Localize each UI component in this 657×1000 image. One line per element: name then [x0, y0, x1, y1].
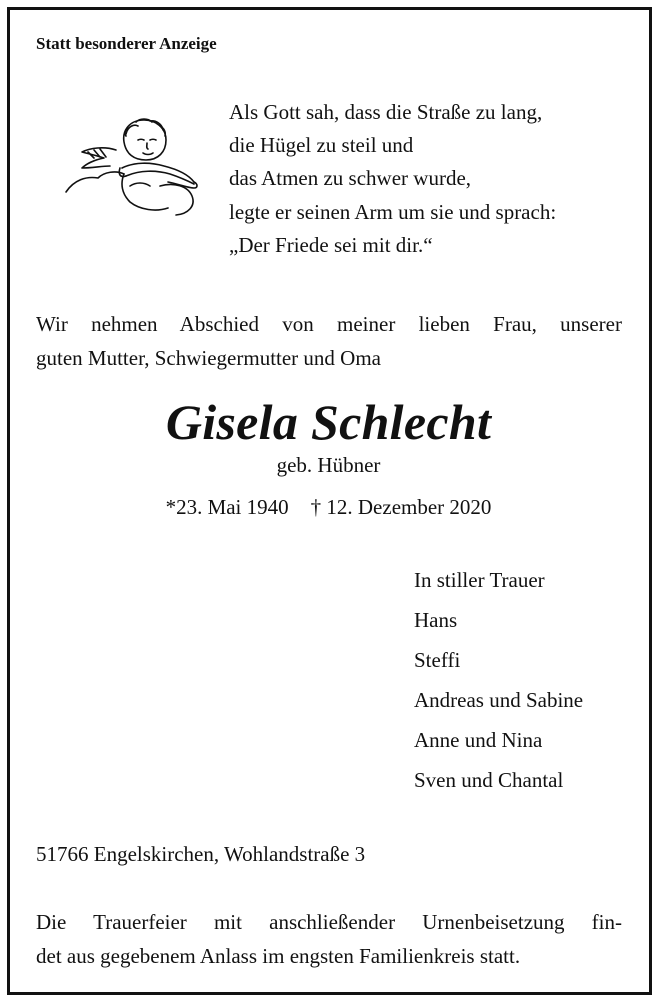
poem-line: die Hügel zu steil und — [229, 133, 414, 158]
funeral-notice — [36, 905, 622, 973]
poem-block — [229, 96, 556, 262]
notice-line: Die Trauerfeier mit anschließender Urnenbeisetzung fin- — [36, 910, 622, 934]
mourner-name: Hans — [414, 608, 458, 632]
poem-line: legte er seinen Arm um sie und sprach: — [229, 199, 557, 224]
deceased-name: Gisela Schlecht — [165, 394, 492, 450]
mourner-name: Andreas und Sabine — [414, 688, 584, 712]
intro-line: Wir nehmen Abschied von meiner lieben Frau, unserer — [36, 312, 622, 336]
cherub-angel-icon — [64, 112, 214, 217]
poem-line: „Der Friede sei mit dir.“ — [229, 232, 433, 257]
intro-text — [36, 308, 622, 375]
address-line: 51766 Engelskirchen, Wohlandstraße 3 — [36, 842, 366, 866]
mourner-name: Steffi — [414, 648, 461, 672]
notice-line: det aus gegebenem Anlass im engsten Familienkreis statt. — [36, 944, 521, 968]
header-label: Statt besonderer Anzeige — [36, 34, 217, 53]
poem-line: Als Gott sah, dass die Straße zu lang, — [229, 100, 543, 124]
mourner-name: Sven und Chantal — [414, 768, 564, 792]
mourners-list — [414, 560, 583, 800]
maiden-name: geb. Hübner — [276, 453, 381, 477]
intro-line: guten Mutter, Schwiegermutter und Oma — [36, 345, 381, 370]
life-dates — [0, 495, 657, 520]
birth-date: *23. Mai 1940 — [165, 495, 289, 519]
mourners-heading: In stiller Trauer — [414, 568, 545, 592]
poem-line: das Atmen zu schwer wurde, — [229, 166, 472, 191]
mourner-name: Anne und Nina — [414, 728, 543, 752]
death-date: † 12. Dezember 2020 — [310, 495, 492, 519]
